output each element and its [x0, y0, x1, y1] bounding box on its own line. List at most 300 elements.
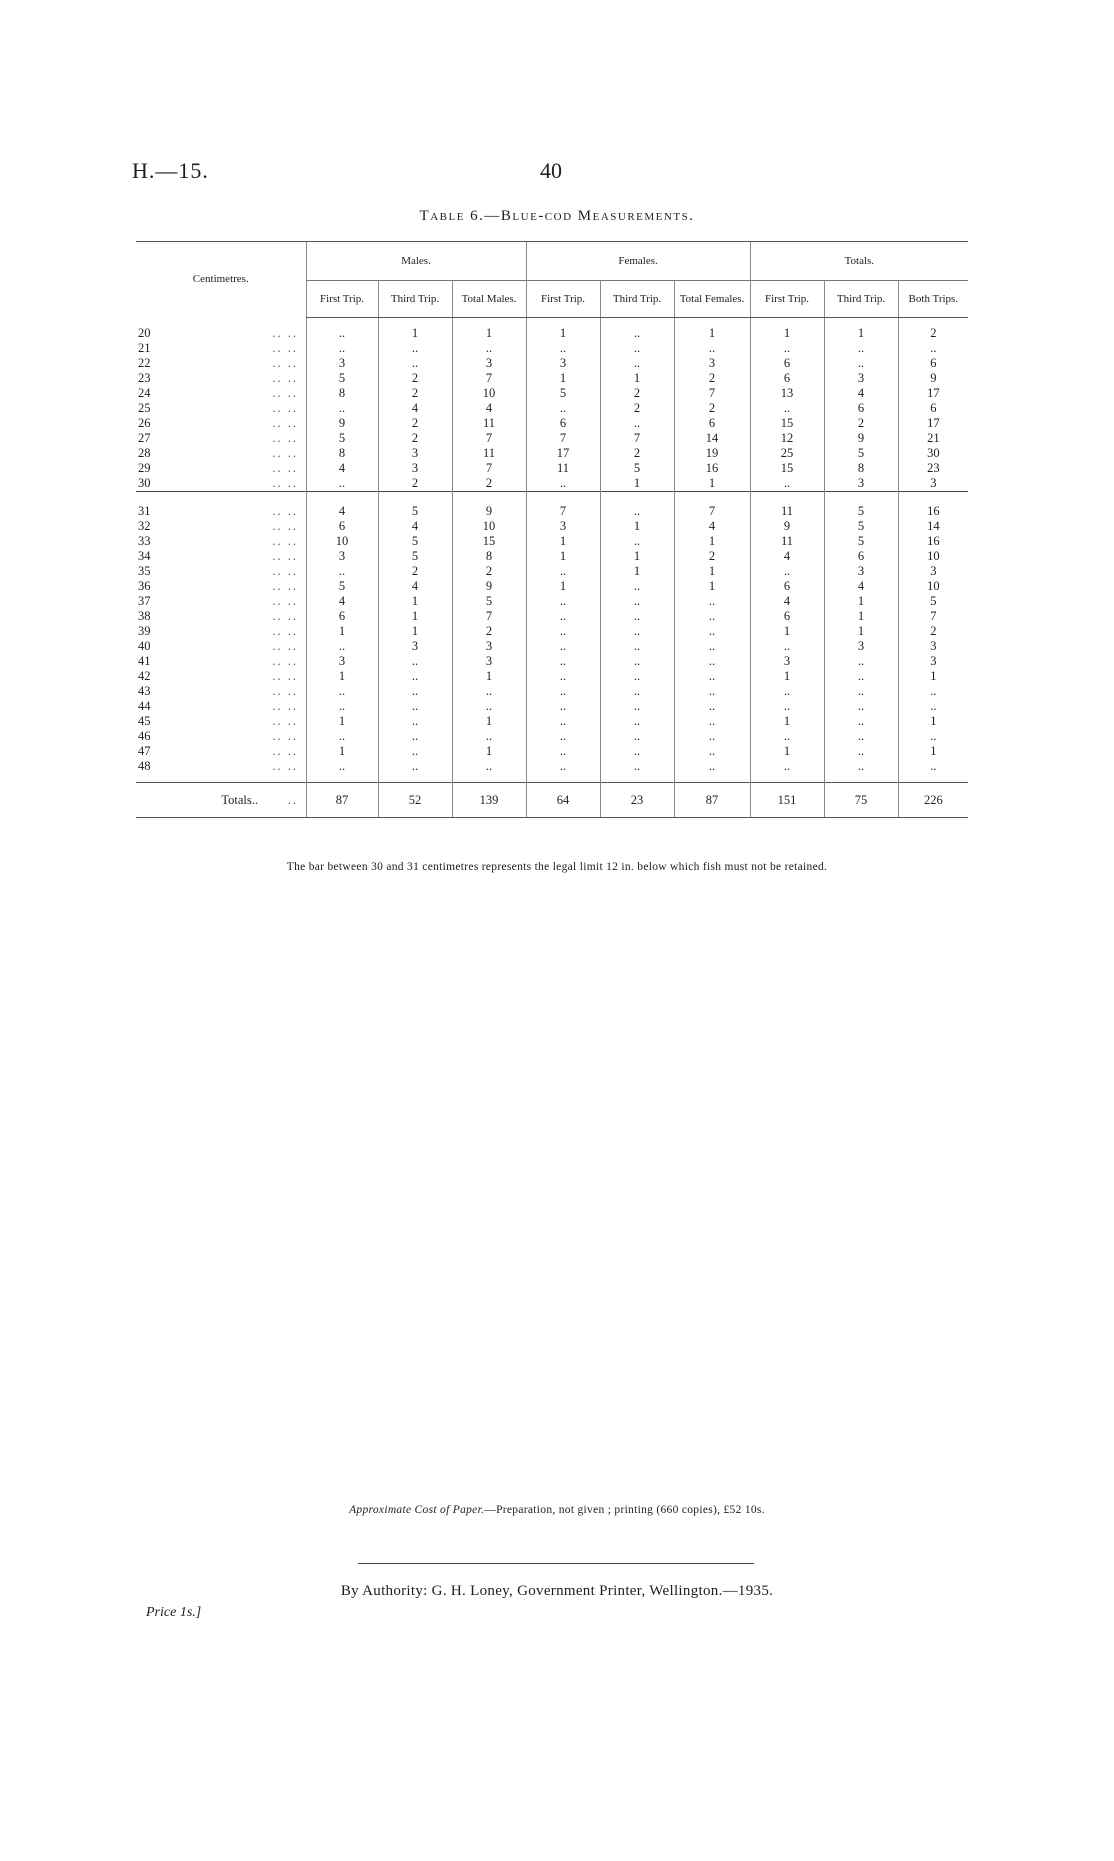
table-cell: 9	[452, 579, 526, 594]
table-cell: ..	[526, 341, 600, 356]
table-cell: 3	[824, 564, 898, 579]
table-body	[136, 318, 968, 818]
centimetre-value: 39	[138, 624, 151, 638]
table-cell: 8	[824, 461, 898, 476]
centimetre-cell	[136, 654, 306, 669]
table-cell: 4	[824, 579, 898, 594]
table-cell: ..	[526, 639, 600, 654]
table-cell: 11	[452, 446, 526, 461]
dot-leader: .. ..	[272, 401, 298, 415]
table-cell: 1	[600, 564, 674, 579]
totals-label: Totals..	[221, 792, 258, 807]
table-cell: ..	[898, 759, 968, 774]
table-cell: 5	[378, 549, 452, 564]
table-cell: ..	[674, 341, 750, 356]
spacer-cell	[824, 492, 898, 505]
table-cell: 6	[898, 356, 968, 371]
table-cell: ..	[674, 684, 750, 699]
spacer-cell	[674, 774, 750, 783]
table-cell: 7	[452, 371, 526, 386]
table-cell: ..	[600, 341, 674, 356]
table-row	[136, 326, 968, 341]
document-code: H.—15.	[132, 158, 209, 183]
table-cell: 2	[674, 549, 750, 564]
centimetre-cell	[136, 386, 306, 401]
table-cell: 10	[306, 534, 378, 549]
table-cell: ..	[526, 654, 600, 669]
cost-note-label: Approximate Cost of Paper.	[349, 1504, 485, 1516]
table-cell: 30	[898, 446, 968, 461]
centimetre-cell	[136, 729, 306, 744]
horizontal-rule	[358, 1563, 754, 1564]
table-cell: 1	[750, 669, 824, 684]
table-cell: 5	[898, 594, 968, 609]
table-cell: ..	[824, 759, 898, 774]
table-cell: ..	[452, 699, 526, 714]
dot-leader: .. ..	[272, 431, 298, 445]
dot-leader: .. ..	[272, 579, 298, 593]
table-row	[136, 504, 968, 519]
spacer-cell	[136, 318, 306, 327]
centimetre-value: 28	[138, 446, 151, 460]
table-cell: 2	[898, 326, 968, 341]
table-cell: ..	[750, 729, 824, 744]
table-cell: 1	[452, 326, 526, 341]
centimetre-value: 48	[138, 759, 151, 773]
dot-leader: .. ..	[272, 476, 298, 490]
centimetre-value: 47	[138, 744, 151, 758]
table-cell: ..	[452, 729, 526, 744]
dot-leader: ..	[287, 792, 298, 807]
table-cell: ..	[600, 744, 674, 759]
table-cell: 1	[306, 624, 378, 639]
centimetre-value: 46	[138, 729, 151, 743]
table-cell: 4	[750, 594, 824, 609]
table-cell: 1	[750, 624, 824, 639]
centimetre-cell	[136, 714, 306, 729]
table-cell: 1	[750, 326, 824, 341]
table-cell: ..	[824, 669, 898, 684]
table-cell: 3	[378, 639, 452, 654]
table-row	[136, 759, 968, 774]
table-cell: 1	[378, 326, 452, 341]
centimetre-value: 25	[138, 401, 151, 415]
centimetre-value: 22	[138, 356, 151, 370]
table-cell: 9	[306, 416, 378, 431]
table-cell: ..	[306, 639, 378, 654]
dot-leader: .. ..	[272, 461, 298, 475]
table-cell: ..	[600, 759, 674, 774]
centimetre-cell	[136, 446, 306, 461]
table-cell: 2	[378, 416, 452, 431]
table-cell: 1	[824, 326, 898, 341]
spacer-cell	[750, 492, 824, 505]
spacer-cell	[674, 492, 750, 505]
totals-group-header: Totals.	[750, 242, 968, 281]
dot-leader: .. ..	[272, 326, 298, 340]
table-cell: 4	[378, 579, 452, 594]
table-cell: 8	[306, 446, 378, 461]
spacer-cell	[526, 492, 600, 505]
table-cell: 3	[452, 654, 526, 669]
table-cell: 2	[378, 371, 452, 386]
centimetre-cell	[136, 431, 306, 446]
dot-leader: .. ..	[272, 684, 298, 698]
table-cell: 7	[452, 609, 526, 624]
table-cell: 5	[378, 504, 452, 519]
table-row	[136, 729, 968, 744]
centimetre-value: 32	[138, 519, 151, 533]
table-row	[136, 534, 968, 549]
table-cell: 15	[452, 534, 526, 549]
price-label: Price 1s.]	[146, 1605, 202, 1620]
table-title: Table 6.—Blue-cod Measurements.	[419, 208, 695, 224]
table-cell: ..	[750, 341, 824, 356]
table-cell: 16	[898, 534, 968, 549]
table-cell: 2	[824, 416, 898, 431]
table-cell: 4	[306, 594, 378, 609]
centimetre-cell	[136, 341, 306, 356]
table-cell: 1	[526, 579, 600, 594]
dot-leader: .. ..	[272, 729, 298, 743]
table-cell: 23	[898, 461, 968, 476]
table-cell: 3	[898, 476, 968, 492]
table-cell: 1	[378, 624, 452, 639]
table-spacer-row	[136, 492, 968, 505]
table-cell: ..	[674, 624, 750, 639]
table-row	[136, 401, 968, 416]
table-cell: ..	[750, 401, 824, 416]
spacer-cell	[378, 774, 452, 783]
centimetre-cell	[136, 371, 306, 386]
table-cell: ..	[306, 759, 378, 774]
table-row	[136, 476, 968, 492]
dot-leader: .. ..	[272, 504, 298, 518]
table-cell: ..	[526, 714, 600, 729]
measurements-table-container	[136, 241, 968, 818]
table-cell: 10	[452, 386, 526, 401]
table-cell: 8	[306, 386, 378, 401]
centimetre-value: 35	[138, 564, 151, 578]
table-cell: 6	[526, 416, 600, 431]
table-cell: 2	[452, 476, 526, 492]
table-cell: 1	[750, 744, 824, 759]
table-cell: ..	[824, 714, 898, 729]
centimetre-cell	[136, 476, 306, 492]
table-cell: ..	[600, 669, 674, 684]
table-cell: ..	[306, 564, 378, 579]
spacer-cell	[824, 774, 898, 783]
table-cell: ..	[600, 729, 674, 744]
table-cell: 7	[898, 609, 968, 624]
table-cell: ..	[378, 714, 452, 729]
spacer-cell	[898, 318, 968, 327]
table-cell: 11	[526, 461, 600, 476]
centimetre-value: 31	[138, 504, 151, 518]
table-cell: ..	[526, 699, 600, 714]
table-cell: 3	[452, 356, 526, 371]
table-cell: 9	[898, 371, 968, 386]
table-cell: 13	[750, 386, 824, 401]
table-cell: ..	[526, 669, 600, 684]
spacer-cell	[526, 318, 600, 327]
table-cell: 6	[674, 416, 750, 431]
table-row	[136, 624, 968, 639]
spacer-cell	[526, 774, 600, 783]
table-cell: 2	[674, 371, 750, 386]
table-cell: ..	[306, 684, 378, 699]
spacer-cell	[136, 492, 306, 505]
totals-cell: 23	[600, 783, 674, 818]
table-cell: 1	[526, 371, 600, 386]
table-cell: 25	[750, 446, 824, 461]
table-cell: 1	[898, 669, 968, 684]
centimetre-cell	[136, 504, 306, 519]
table-cell: 2	[378, 476, 452, 492]
table-cell: ..	[306, 401, 378, 416]
table-cell: 3	[306, 549, 378, 564]
table-cell: 3	[750, 654, 824, 669]
table-cell: 6	[306, 519, 378, 534]
table-cell: 10	[898, 579, 968, 594]
table-cell: ..	[824, 699, 898, 714]
table-cell: 4	[378, 401, 452, 416]
column-header: Total Males.	[452, 281, 526, 318]
centimetre-value: 34	[138, 549, 151, 563]
spacer-cell	[452, 774, 526, 783]
column-header: First Trip.	[526, 281, 600, 318]
table-cell: ..	[306, 699, 378, 714]
centimetre-cell	[136, 639, 306, 654]
spacer-cell	[824, 318, 898, 327]
table-cell: 5	[600, 461, 674, 476]
table-cell: 2	[600, 401, 674, 416]
totals-cell: 87	[306, 783, 378, 818]
printer-authority: By Authority: G. H. Loney, Government Printer, Wellington.—1935.	[340, 1583, 774, 1599]
centimetre-cell	[136, 744, 306, 759]
table-row	[136, 371, 968, 386]
dot-leader: .. ..	[272, 699, 298, 713]
table-cell: 1	[674, 579, 750, 594]
dot-leader: .. ..	[272, 639, 298, 653]
spacer-cell	[898, 774, 968, 783]
table-cell: 2	[600, 386, 674, 401]
table-cell: ..	[306, 729, 378, 744]
table-cell: 1	[600, 519, 674, 534]
centimetre-value: 24	[138, 386, 151, 400]
table-cell: 1	[526, 326, 600, 341]
table-cell: 4	[378, 519, 452, 534]
table-cell: ..	[306, 326, 378, 341]
table-row	[136, 594, 968, 609]
dot-leader: .. ..	[272, 714, 298, 728]
table-cell: 1	[674, 476, 750, 492]
table-cell: 15	[750, 461, 824, 476]
table-cell: 17	[526, 446, 600, 461]
table-cell: 3	[378, 461, 452, 476]
table-cell: ..	[600, 416, 674, 431]
table-cell: 1	[452, 669, 526, 684]
table-cell: 1	[600, 371, 674, 386]
table-cell: 1	[306, 669, 378, 684]
table-cell: 1	[526, 534, 600, 549]
table-row	[136, 744, 968, 759]
table-cell: ..	[526, 594, 600, 609]
table-cell: ..	[674, 669, 750, 684]
table-cell: 16	[898, 504, 968, 519]
table-cell: ..	[378, 699, 452, 714]
table-cell: 6	[750, 579, 824, 594]
table-cell: 2	[600, 446, 674, 461]
table-cell: ..	[378, 759, 452, 774]
centimetre-cell	[136, 669, 306, 684]
table-cell: ..	[600, 534, 674, 549]
table-cell: ..	[674, 729, 750, 744]
table-cell: ..	[452, 759, 526, 774]
table-footnote: The bar between 30 and 31 centimetres represents the legal limit 12 in. below which fish must not be retained.	[286, 861, 828, 873]
table-cell: ..	[674, 639, 750, 654]
table-cell: 3	[674, 356, 750, 371]
table-cell: ..	[600, 609, 674, 624]
table-cell: ..	[600, 326, 674, 341]
column-header: Third Trip.	[824, 281, 898, 318]
dot-leader: .. ..	[272, 744, 298, 758]
table-cell: ..	[750, 684, 824, 699]
table-cell: ..	[824, 654, 898, 669]
spacer-cell	[600, 492, 674, 505]
totals-cell: 75	[824, 783, 898, 818]
table-cell: ..	[898, 729, 968, 744]
totals-cell: 64	[526, 783, 600, 818]
table-cell: 4	[750, 549, 824, 564]
dot-leader: .. ..	[272, 534, 298, 548]
table-cell: 1	[674, 534, 750, 549]
table-cell: 5	[824, 519, 898, 534]
table-row	[136, 684, 968, 699]
centimetre-value: 30	[138, 476, 151, 490]
table-row	[136, 579, 968, 594]
dot-leader: .. ..	[272, 564, 298, 578]
table-cell: 1	[750, 714, 824, 729]
column-header: First Trip.	[306, 281, 378, 318]
centimetre-cell	[136, 401, 306, 416]
dot-leader: .. ..	[272, 341, 298, 355]
centimetre-cell	[136, 326, 306, 341]
table-row	[136, 639, 968, 654]
table-cell: ..	[526, 609, 600, 624]
table-cell: ..	[824, 729, 898, 744]
table-cell: ..	[600, 684, 674, 699]
table-cell: 7	[452, 461, 526, 476]
table-cell: ..	[750, 699, 824, 714]
table-cell: 17	[898, 386, 968, 401]
centimetres-header: Centimetres.	[136, 242, 306, 318]
cost-note-text: —Preparation, not given ; printing (660 copies), £52 10s.	[484, 1504, 765, 1516]
table-cell: 2	[378, 386, 452, 401]
table-cell: ..	[378, 669, 452, 684]
table-cell: ..	[378, 729, 452, 744]
table-cell: 9	[750, 519, 824, 534]
table-cell: 10	[898, 549, 968, 564]
table-cell: 6	[898, 401, 968, 416]
spacer-cell	[136, 774, 306, 783]
table-cell: 21	[898, 431, 968, 446]
table-cell: 3	[378, 446, 452, 461]
table-cell: 7	[600, 431, 674, 446]
table-cell: ..	[600, 654, 674, 669]
dot-leader: .. ..	[272, 609, 298, 623]
table-cell: 16	[674, 461, 750, 476]
centimetre-cell	[136, 609, 306, 624]
table-cell: ..	[898, 684, 968, 699]
centimetre-value: 23	[138, 371, 151, 385]
spacer-cell	[674, 318, 750, 327]
table-cell: 9	[452, 504, 526, 519]
totals-cell: 226	[898, 783, 968, 818]
page-number: 40	[540, 158, 562, 183]
table-cell: 4	[306, 504, 378, 519]
totals-cell: 151	[750, 783, 824, 818]
table-cell: 3	[824, 371, 898, 386]
totals-label-cell	[136, 783, 306, 818]
table-cell: 2	[452, 624, 526, 639]
table-cell: ..	[600, 579, 674, 594]
centimetre-value: 40	[138, 639, 151, 653]
centimetre-cell	[136, 549, 306, 564]
table-cell: 1	[306, 744, 378, 759]
table-cell: 1	[674, 564, 750, 579]
table-row	[136, 549, 968, 564]
table-cell: 5	[824, 446, 898, 461]
table-cell: ..	[378, 341, 452, 356]
table-cell: 1	[378, 594, 452, 609]
spacer-cell	[378, 492, 452, 505]
table-cell: 7	[674, 386, 750, 401]
table-cell: 2	[674, 401, 750, 416]
spacer-cell	[750, 318, 824, 327]
table-cell: ..	[526, 759, 600, 774]
centimetre-cell	[136, 564, 306, 579]
table-cell: 10	[452, 519, 526, 534]
table-cell: ..	[526, 744, 600, 759]
table-cell: 6	[750, 371, 824, 386]
centimetre-value: 21	[138, 341, 151, 355]
table-cell: 5	[824, 534, 898, 549]
table-cell: ..	[378, 356, 452, 371]
table-cell: ..	[674, 609, 750, 624]
table-cell: ..	[600, 639, 674, 654]
centimetre-value: 29	[138, 461, 151, 475]
table-cell: 4	[824, 386, 898, 401]
table-cell: 1	[824, 609, 898, 624]
table-cell: ..	[306, 476, 378, 492]
table-cell: 3	[306, 356, 378, 371]
cost-note	[0, 1504, 1114, 1516]
table-cell: 1	[600, 549, 674, 564]
spacer-cell	[898, 492, 968, 505]
table-row	[136, 714, 968, 729]
centimetre-cell	[136, 519, 306, 534]
table-cell: 5	[306, 579, 378, 594]
spacer-cell	[600, 318, 674, 327]
table-cell: ..	[526, 401, 600, 416]
centimetre-value: 37	[138, 594, 151, 608]
table-cell: 1	[600, 476, 674, 492]
totals-row	[136, 783, 968, 818]
table-row	[136, 461, 968, 476]
table-cell: ..	[750, 564, 824, 579]
table-spacer-row	[136, 774, 968, 783]
